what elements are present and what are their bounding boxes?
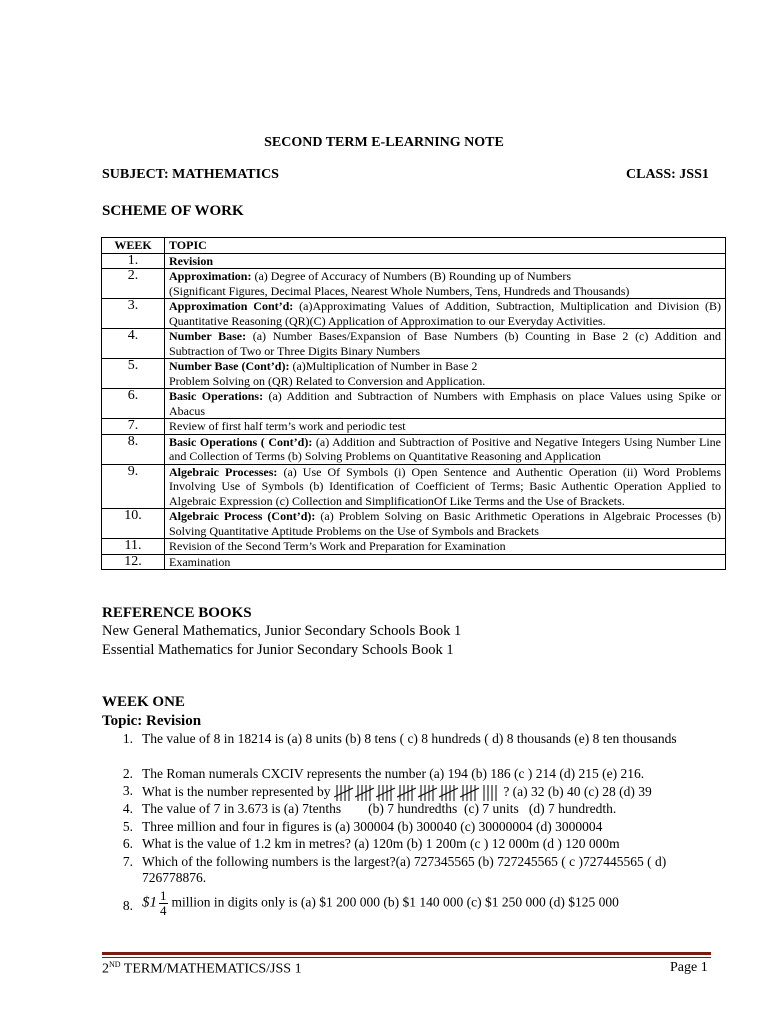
week-column-header: WEEK [102, 238, 165, 254]
subject-label: SUBJECT: MATHEMATICS [102, 167, 279, 182]
question-text [142, 889, 702, 918]
fraction-numerator: 1 [160, 888, 167, 903]
table-row [102, 464, 726, 509]
topic-heading: Topic: Revision [102, 713, 202, 729]
document-title: SECOND TERM E-LEARNING NOTE [264, 135, 504, 150]
week-number: 12. [102, 554, 165, 570]
table-row [102, 419, 726, 435]
topic-bold: Number Base (Cont’d): [169, 359, 290, 373]
table-row [102, 359, 726, 389]
topic-text: Examination [169, 554, 231, 569]
topic-bold: Revision [169, 253, 214, 268]
class-label: CLASS: JSS1 [626, 167, 709, 182]
question-number: 5. [122, 819, 133, 834]
question-number: 6. [122, 836, 133, 851]
question-text-part1: What is the number represented by [142, 784, 331, 800]
topic-cell [165, 539, 726, 555]
question-number: 7. [122, 854, 133, 869]
topic-cell [165, 554, 726, 570]
week-number: 6. [102, 389, 165, 419]
topic-text: (a)Approximating Values of Addition, Subtraction, Multiplication and Division (B) Quantitative Reasoning (QR)(C) Application of Approximation to our Everyday Activities. [169, 299, 721, 328]
footer-term-text: TERM/MATHEMATICS/JSS 1 [120, 961, 302, 977]
topic-cell [165, 299, 726, 329]
scheme-of-work-table [101, 237, 726, 570]
table-row [102, 509, 726, 539]
table-row [102, 434, 726, 464]
footer-rule-thin [102, 957, 711, 958]
amount-prefix: $1 [142, 894, 157, 911]
topic-cell [165, 389, 726, 419]
footer-term-number: 2 [102, 961, 109, 977]
question-text: The value of 7 in 3.673 is (a) 7tenths (b) 7 hundredths (c) 7 units (d) 7 hundredth. [142, 801, 617, 816]
question-text: What is the value of 1.2 km in metres? (a) 120m (b) 1 200m (c ) 12 000m (d ) 120 000m [142, 836, 620, 851]
topic-cell [165, 359, 726, 389]
question-text: Which of the following numbers is the largest?(a) 727345565 (b) 727245565 ( c )727445565 ( d) 726778876. [142, 854, 667, 885]
question-number: 4. [122, 801, 133, 816]
week-number: 1. [102, 253, 165, 269]
question-number: 2. [122, 766, 133, 781]
week-number: 3. [102, 299, 165, 329]
question-text: The value of 8 in 18214 is (a) 8 units (b) 8 tens ( c) 8 hundreds ( d) 8 thousands (e) 8 ten thousands [142, 731, 677, 746]
topic-text: (a) Number Bases/Expansion of Base Numbers (b) Counting in Base 2 (c) Addition and Subtraction of Two or Three Digits Binary Numbers [169, 329, 721, 358]
week-number: 11. [102, 539, 165, 555]
topic-text: (a) Degree of Accuracy of Numbers (B) Rounding up of Numbers [251, 269, 572, 283]
topic-text: (a) Addition and Subtraction of Positive and Negative Integers Using Number Line and Collection of Terms (b) Solving Problems on Quantitative Reasoning and Application [169, 434, 721, 463]
week-number: 10. [102, 509, 165, 539]
topic-text: (a) Problem Solving on Basic Arithmetic Operations in Algebraic Processes (b) Solving Quantitative Aptitude Problems on the Use of Symbols and Brackets [169, 509, 721, 538]
topic-cell [165, 464, 726, 509]
question-item [117, 889, 717, 923]
week-number: 5. [102, 359, 165, 389]
topic-text-line2: Problem Solving on (QR) Related to Conversion and Application. [169, 373, 486, 388]
topic-text: Review of first half term’s work and periodic test [169, 419, 406, 433]
week-number: 8. [102, 434, 165, 464]
table-row [102, 329, 726, 359]
table-row [102, 539, 726, 555]
footer-rule-thick [102, 952, 711, 955]
topic-bold: Algebraic Processes: [169, 464, 278, 479]
tally-marks-icon [334, 783, 500, 803]
topic-cell [165, 434, 726, 464]
topic-bold: Basic Operations: [169, 389, 264, 403]
reference-books-heading: REFERENCE BOOKS [102, 605, 252, 621]
question-number: 8. [122, 898, 133, 913]
topic-cell [165, 253, 726, 269]
question-text-rest: million in digits only is (a) $1 200 000 (b) $1 140 000 (c) $1 250 000 (d) $125 000 [171, 894, 619, 910]
reference-book-2: Essential Mathematics for Junior Secondary Schools Book 1 [102, 642, 454, 658]
fraction-denominator: 4 [160, 903, 167, 918]
table-row [102, 269, 726, 299]
question-text-part2: ? (a) 32 (b) 40 (c) 28 (d) 39 [503, 784, 652, 800]
topic-text: (a)Multiplication of Number in Base 2 [289, 359, 478, 373]
week-number: 7. [102, 419, 165, 435]
topic-bold: Number Base: [169, 329, 247, 343]
scheme-heading: SCHEME OF WORK [102, 203, 244, 219]
footer-left [102, 960, 302, 978]
page-number: Page 1 [670, 960, 708, 975]
table-row [102, 299, 726, 329]
topic-text: (a) Use Of Symbols (i) Open Sentence and Authentic Operation (ii) Word Problems Involving Use of Symbols (b) Identification of Coefficient of Terms; Basic Authentic Operation Applied to Algebraic Expression (c) Collection and SimplificationOf Like Terms and the Use of Brackets. [169, 464, 722, 508]
topic-bold: Approximation: [169, 269, 252, 283]
question-number: 3. [122, 783, 133, 798]
footer-ordinal: ND [109, 960, 121, 969]
reference-book-1: New General Mathematics, Junior Secondary Schools Book 1 [102, 623, 462, 639]
topic-bold: Basic Operations ( Cont’d): [169, 434, 313, 449]
topic-bold: Approximation Cont’d: [169, 299, 294, 313]
table-row [102, 389, 726, 419]
week-number: 9. [102, 464, 165, 509]
topic-text-line2: (Significant Figures, Decimal Places, Nearest Whole Numbers, Tens, Hundreds and Thousands) [169, 283, 630, 298]
table-row [102, 554, 726, 570]
question-number: 1. [122, 731, 133, 746]
question-text [142, 783, 702, 803]
topic-cell [165, 419, 726, 435]
topic-text: (a) Addition and Subtraction of Numbers with Emphasis on place Values using Spike or Abacus [169, 389, 721, 418]
week-number: 4. [102, 329, 165, 359]
topic-bold: Algebraic Process (Cont’d): [169, 509, 316, 523]
topic-cell [165, 509, 726, 539]
question-text: The Roman numerals CXCIV represents the number (a) 194 (b) 186 (c ) 214 (d) 215 (e) 216. [142, 766, 645, 781]
week-number: 2. [102, 269, 165, 299]
fraction [159, 889, 168, 918]
table-header-row [102, 238, 726, 254]
question-text: Three million and four in figures is (a) 300004 (b) 300040 (c) 30000004 (d) 3000004 [142, 819, 603, 834]
week-one-heading: WEEK ONE [102, 694, 185, 710]
topic-text: Revision of the Second Term’s Work and Preparation for Examination [169, 539, 506, 553]
topic-cell [165, 269, 726, 299]
topic-column-header: TOPIC [165, 238, 726, 254]
topic-cell [165, 329, 726, 359]
table-row [102, 253, 726, 269]
